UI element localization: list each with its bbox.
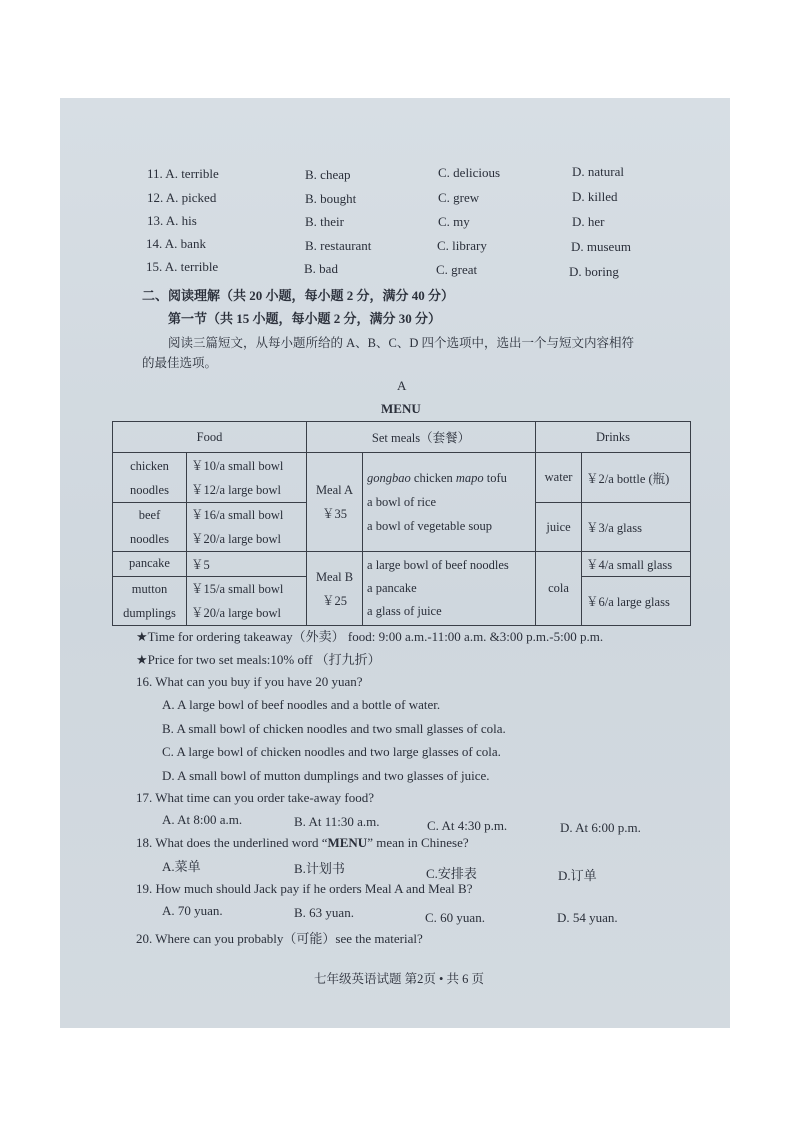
q16-option-a: A. A large bowl of beef noodles and a bottle of water. <box>162 697 441 712</box>
cloze-11-a: 11. A. terrible <box>147 166 219 181</box>
passage-label: A <box>397 378 407 393</box>
q18-option-a: A.菜单 <box>162 859 201 874</box>
cloze-14-d: D. museum <box>571 239 631 254</box>
menu-title: MENU <box>381 401 421 416</box>
menu-table <box>112 421 691 626</box>
cloze-15-a: 15. A. terrible <box>146 259 219 274</box>
cloze-12-c: C. grew <box>438 190 480 205</box>
q19-option-c: C. 60 yuan. <box>425 910 485 925</box>
drink-cola-large-price: ￥6/a large glass <box>582 576 691 626</box>
q17-stem: 17. What time can you order take-away food? <box>136 790 374 805</box>
cloze-14-b: B. restaurant <box>305 238 372 253</box>
drink-water: water <box>536 453 582 502</box>
q18-option-b: B.计划书 <box>294 861 345 876</box>
q18-stem: 18. What does the underlined word “MENU” mean in Chinese? <box>136 835 469 850</box>
food-beef-noodles-price: ￥16/a small bowl ￥20/a large bowl <box>187 502 307 551</box>
q17-option-b: B. At 11:30 a.m. <box>294 814 380 829</box>
cloze-15-d: D. boring <box>569 264 619 279</box>
note-discount: ★Price for two set meals:10% off （打九折） <box>136 652 381 667</box>
page-footer: 七年级英语试题 第2页 • 共 6 页 <box>314 972 485 986</box>
cloze-15-b: B. bad <box>304 261 338 276</box>
q16-stem: 16. What can you buy if you have 20 yuan? <box>136 674 363 689</box>
food-mutton-dumplings-price: ￥15/a small bowl ￥20/a large bowl <box>187 576 307 626</box>
q18-option-d: D.订单 <box>558 868 597 883</box>
q16-option-b: B. A small bowl of chicken noodles and two small glasses of cola. <box>162 721 506 736</box>
q16-option-c: C. A large bowl of chicken noodles and two large glasses of cola. <box>162 744 501 759</box>
drink-water-price: ￥2/a bottle (瓶) <box>582 453 691 502</box>
q18-option-c: C.安排表 <box>426 866 477 881</box>
q19-option-a: A. 70 yuan. <box>162 903 223 918</box>
header-drinks: Drinks <box>536 422 691 453</box>
cloze-12-b: B. bought <box>305 191 357 206</box>
header-set-meals: Set meals（套餐） <box>307 422 536 453</box>
q20-stem: 20. Where can you probably（可能）see the material? <box>136 931 423 946</box>
cloze-14-c: C. library <box>437 238 487 253</box>
q17-option-d: D. At 6:00 p.m. <box>560 820 641 835</box>
q17-option-c: C. At 4:30 p.m. <box>427 818 508 833</box>
cloze-12-a: 12. A. picked <box>147 190 217 205</box>
header-food: Food <box>113 422 307 453</box>
food-chicken-noodles-price: ￥10/a small bowl ￥12/a large bowl <box>187 453 307 502</box>
food-chicken-noodles: chicken noodles <box>113 453 187 502</box>
note-takeaway-time: ★Time for ordering takeaway（外卖） food: 9:00 a.m.-11:00 a.m. &3:00 p.m.-5:00 p.m. <box>136 629 604 644</box>
food-pancake: pancake <box>113 552 187 576</box>
meal-a-items: gongbao chicken mapo tofu a bowl of rice a bowl of vegetable soup <box>363 453 536 552</box>
food-beef-noodles: beef noodles <box>113 502 187 551</box>
cloze-13-d: D. her <box>572 214 605 229</box>
drink-cola: cola <box>536 552 582 626</box>
cloze-13-c: C. my <box>438 214 470 229</box>
q19-option-d: D. 54 yuan. <box>557 910 618 925</box>
q19-option-b: B. 63 yuan. <box>294 905 354 920</box>
q19-stem: 19. How much should Jack pay if he orders Meal A and Meal B? <box>136 881 473 896</box>
food-mutton-dumplings: mutton dumplings <box>113 576 187 626</box>
cloze-14-a: 14. A. bank <box>146 236 206 251</box>
cloze-12-d: D. killed <box>572 189 618 204</box>
exam-page <box>60 98 730 1028</box>
drink-cola-small-price: ￥4/a small glass <box>582 552 691 576</box>
section-title: 二、阅读理解（共 20 小题，每小题 2 分，满分 40 分） <box>142 288 455 303</box>
cloze-11-c: C. delicious <box>438 165 501 180</box>
food-pancake-price: ￥5 <box>187 552 307 576</box>
cloze-11-d: D. natural <box>572 164 624 179</box>
meal-a: Meal A ￥35 <box>307 453 363 552</box>
q17-option-a: A. At 8:00 a.m. <box>162 812 243 827</box>
cloze-15-c: C. great <box>436 262 478 277</box>
instruction-line-2: 的最佳选项。 <box>142 356 218 370</box>
drink-juice: juice <box>536 502 582 551</box>
part-title: 第一节（共 15 小题，每小题 2 分，满分 30 分） <box>168 311 442 326</box>
meal-b-items: a large bowl of beef noodles a pancake a glass of juice <box>363 552 536 626</box>
cloze-13-b: B. their <box>305 214 344 229</box>
q16-option-d: D. A small bowl of mutton dumplings and two glasses of juice. <box>162 768 490 783</box>
cloze-11-b: B. cheap <box>305 167 351 182</box>
meal-b: Meal B ￥25 <box>307 552 363 626</box>
drink-juice-price: ￥3/a glass <box>582 502 691 551</box>
cloze-13-a: 13. A. his <box>147 213 197 228</box>
instruction-line-1: 阅读三篇短文，从每小题所给的 A、B、C、D 四个选项中，选出一个与短文内容相符 <box>168 336 634 350</box>
